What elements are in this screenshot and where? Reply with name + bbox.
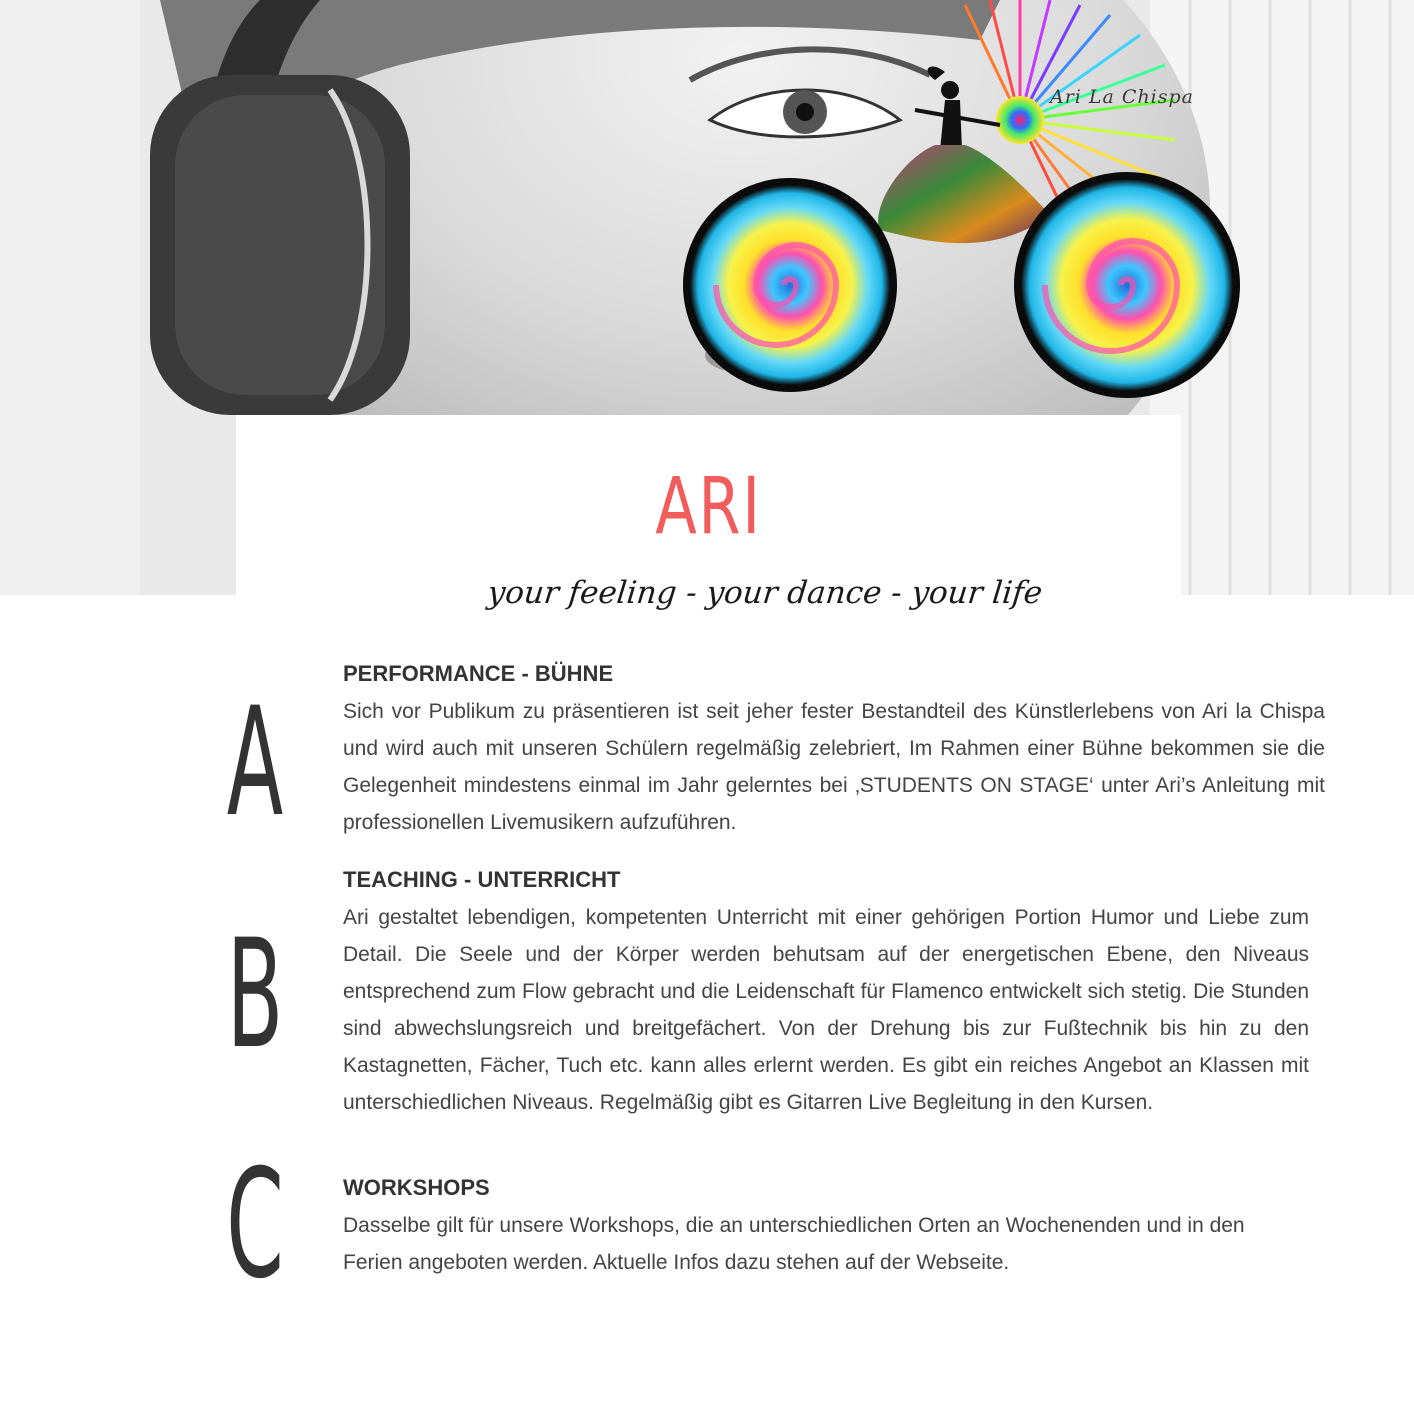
section-letter-a: A <box>226 676 284 850</box>
section-letter-b: B <box>226 908 284 1082</box>
section-body: Dasselbe gilt für unsere Workshops, die an unterschiedlichen Orten an Wochenenden und in den Ferien angeboten werden. Aktuelle Infos dazu stehen auf der Webseite. <box>343 1214 1245 1274</box>
section-heading: PERFORMANCE - BÜHNE <box>343 661 614 686</box>
section-heading: WORKSHOPS <box>343 1175 490 1200</box>
page-title: ARI <box>655 462 762 552</box>
section-workshops <box>343 1175 1309 1281</box>
section-body: Ari gestaltet lebendigen, kompetenten Unterricht mit einer gehörigen Portion Humor und Liebe zum Detail. Die Seele und der Körper werden behutsam auf der energetischen Ebene, den Niveaus entsprechend zum Flow gebracht und die Leidenschaft für Flamenco entwickelt sich stetig. Die Stunden sind abwechslungsreich und breitgefächert. Von der Drehung bis zur Fußtechnik bis hin zu den Kastagnetten, Fächer, Tuch etc. kann alles erlernt werden. Es gibt ein reiches Angebot an Klassen mit unterschiedlichen Niveaus. Regelmäßig gibt es Gitarren Live Begleitung in den Kursen. <box>343 906 1309 1114</box>
logo-signature: Ari La Chispa <box>1050 86 1194 108</box>
section-letter-c: C <box>226 1138 284 1312</box>
section-body: Sich vor Publikum zu präsentieren ist seit jeher fester Bestandteil des Künstlerlebens von Ari la Chispa und wird auch mit unseren Schülern regelmäßig zelebriert, Im Rahmen einer Bühne bekommen sie die Gelegenheit mindestens einmal im Jahr gelerntes bei ‚STUDENTS ON STAGE‘ unter Ari’s Anleitung mit professionellen Livemusikern aufzuführen. <box>343 700 1325 834</box>
section-performance <box>343 661 1325 841</box>
section-teaching <box>343 867 1309 1121</box>
section-heading: TEACHING - UNTERRICHT <box>343 867 621 892</box>
tagline: your feeling - your dance - your life <box>485 575 1045 611</box>
